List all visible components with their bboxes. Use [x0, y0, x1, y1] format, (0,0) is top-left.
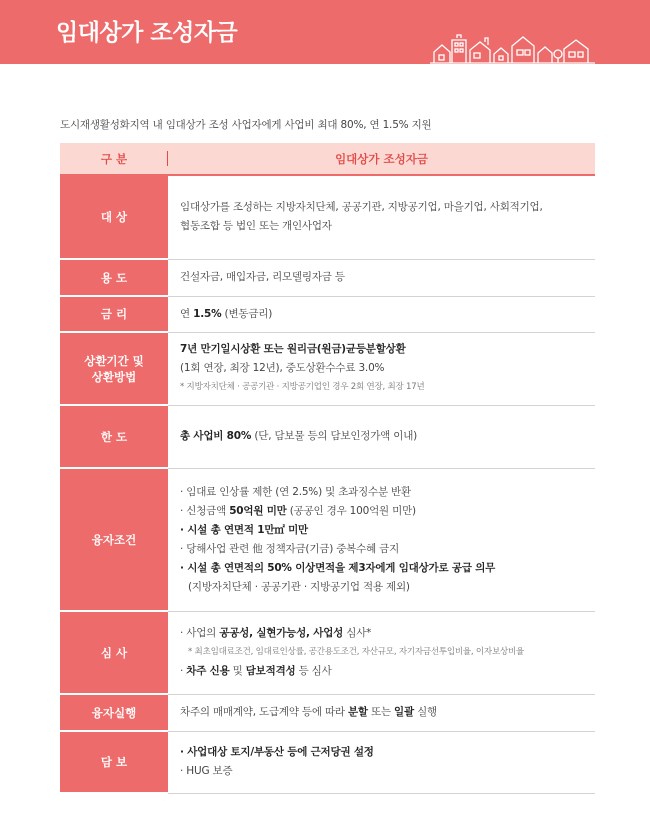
- condition-amount-value: 50억원 미만: [229, 504, 287, 517]
- collateral-hug: · HUG 보증: [180, 765, 233, 777]
- label-collateral: 담 보: [60, 731, 168, 793]
- review2-credit: 차주 신용: [186, 665, 230, 677]
- repayment-label-2: 상환방법: [91, 369, 137, 384]
- label-repayment: [60, 332, 168, 405]
- content-review: [168, 611, 595, 694]
- label-limit: 한 도: [60, 405, 168, 468]
- execution-prefix: 차주의 매매계약, 도급계약 등에 따라: [180, 706, 348, 718]
- condition-lease-obligation: · 시설 총 연면적의 50% 이상면적을 제3자에게 임대상가로 공급 의무: [180, 561, 496, 574]
- content-usage: [168, 259, 595, 296]
- row-collateral: [60, 731, 595, 793]
- execution-split: 분할: [347, 706, 368, 718]
- table-header-row: [60, 143, 595, 175]
- rate-suffix: (변동금리): [221, 307, 273, 320]
- review2-collateral: 담보적격성: [245, 665, 296, 677]
- row-target: [60, 175, 595, 259]
- limit-value: 총 사업비 80%: [180, 430, 252, 442]
- rate-value: 1.5%: [193, 307, 222, 320]
- label-conditions: 융자조건: [60, 468, 168, 611]
- label-target: 대 상: [60, 175, 168, 259]
- review-line-1: [180, 624, 587, 643]
- review-criteria: 공공성, 실현가능성, 사업성: [219, 627, 344, 639]
- target-line-2: 협동조합 등 법인 또는 개인사업자: [180, 220, 332, 233]
- header-category: 구 분: [60, 143, 168, 175]
- content-collateral: [168, 731, 595, 793]
- condition-amount-prefix: · 신청금액: [180, 504, 230, 517]
- houses-illustration-icon: [430, 34, 595, 64]
- condition-amount-note: (공공인 경우 100억원 미만): [286, 504, 416, 517]
- loan-info-table: [60, 143, 595, 794]
- repayment-label-1: 상환기간 및: [84, 353, 144, 368]
- row-limit: [60, 405, 595, 468]
- repayment-note: * 지방자치단체 · 공공기관 · 지방공기업인 경우 2회 연장, 최장 17년: [180, 382, 425, 392]
- content-execution: [168, 694, 595, 731]
- row-usage: [60, 259, 595, 296]
- condition-floor-area: · 시설 총 연면적 1만㎡ 미만: [180, 523, 308, 536]
- condition-exemption: (지방자치단체 · 공공기관 · 지방공기업 적용 제외): [188, 580, 410, 593]
- content-conditions: [168, 468, 595, 611]
- condition-rent-cap: · 임대료 인상률 제한 (연 2.5%) 및 초과징수분 반환: [180, 485, 411, 498]
- review2-and: 및: [229, 665, 246, 677]
- label-review: 심 사: [60, 611, 168, 694]
- label-usage: 용 도: [60, 259, 168, 296]
- label-execution: 융자실행: [60, 694, 168, 731]
- collateral-mortgage: · 사업대상 토지/부동산 등에 근저당권 설정: [180, 746, 374, 758]
- page-title: 임대상가 조성자금: [56, 20, 238, 46]
- review2-bullet: ·: [180, 665, 187, 677]
- review-suffix: 심사*: [343, 627, 372, 639]
- content-target: [168, 175, 595, 259]
- content-rate: [168, 296, 595, 332]
- condition-no-duplicate: · 당해사업 관련 他 정책자금(기금) 중복수혜 금지: [180, 542, 400, 555]
- row-review: [60, 611, 595, 694]
- row-repayment: [60, 332, 595, 405]
- row-conditions: [60, 468, 595, 611]
- repayment-line-1: 7년 만기일시상환 또는 원리금(원금)균등분할상환: [180, 343, 406, 355]
- review2-suffix: 등 심사: [295, 665, 332, 677]
- execution-line: [180, 703, 587, 722]
- content-repayment: [168, 332, 595, 405]
- review-line-2: [180, 662, 587, 681]
- row-rate: [60, 296, 595, 332]
- execution-lump: 일괄: [394, 706, 414, 718]
- review-prefix: · 사업의: [180, 627, 220, 639]
- target-line-1: 임대상가를 조성하는 지방자치단체, 공공기관, 지방공기업, 마을기업, 사회적기업,: [180, 201, 543, 214]
- rate-line: [180, 305, 587, 324]
- review-note: * 최초임대료조건, 임대료인상률, 공간용도조건, 자산규모, 자기자금선투입비율, 이자보상비율: [188, 647, 524, 657]
- rate-prefix: 연: [180, 307, 194, 320]
- execution-or: 또는: [367, 706, 395, 718]
- header-fund-name: 임대상가 조성자금: [168, 143, 595, 175]
- intro-text: 도시재생활성화지역 내 임대상가 조성 사업자에게 사업비 최대 80%, 연 1.5% 지원: [60, 119, 432, 131]
- condition-amount: [180, 502, 587, 521]
- title-banner: [0, 0, 650, 64]
- repayment-line-2: (1회 연장, 최장 12년), 중도상환수수료 3.0%: [180, 362, 385, 374]
- execution-suffix: 실행: [413, 706, 437, 718]
- limit-condition: (단, 담보물 등의 담보인정가액 이내): [251, 430, 418, 442]
- row-execution: [60, 694, 595, 731]
- content-limit: [168, 405, 595, 468]
- limit-line: [180, 427, 587, 446]
- usage-line: 건설자금, 매입자금, 리모델링자금 등: [180, 271, 345, 283]
- label-rate: 금 리: [60, 296, 168, 332]
